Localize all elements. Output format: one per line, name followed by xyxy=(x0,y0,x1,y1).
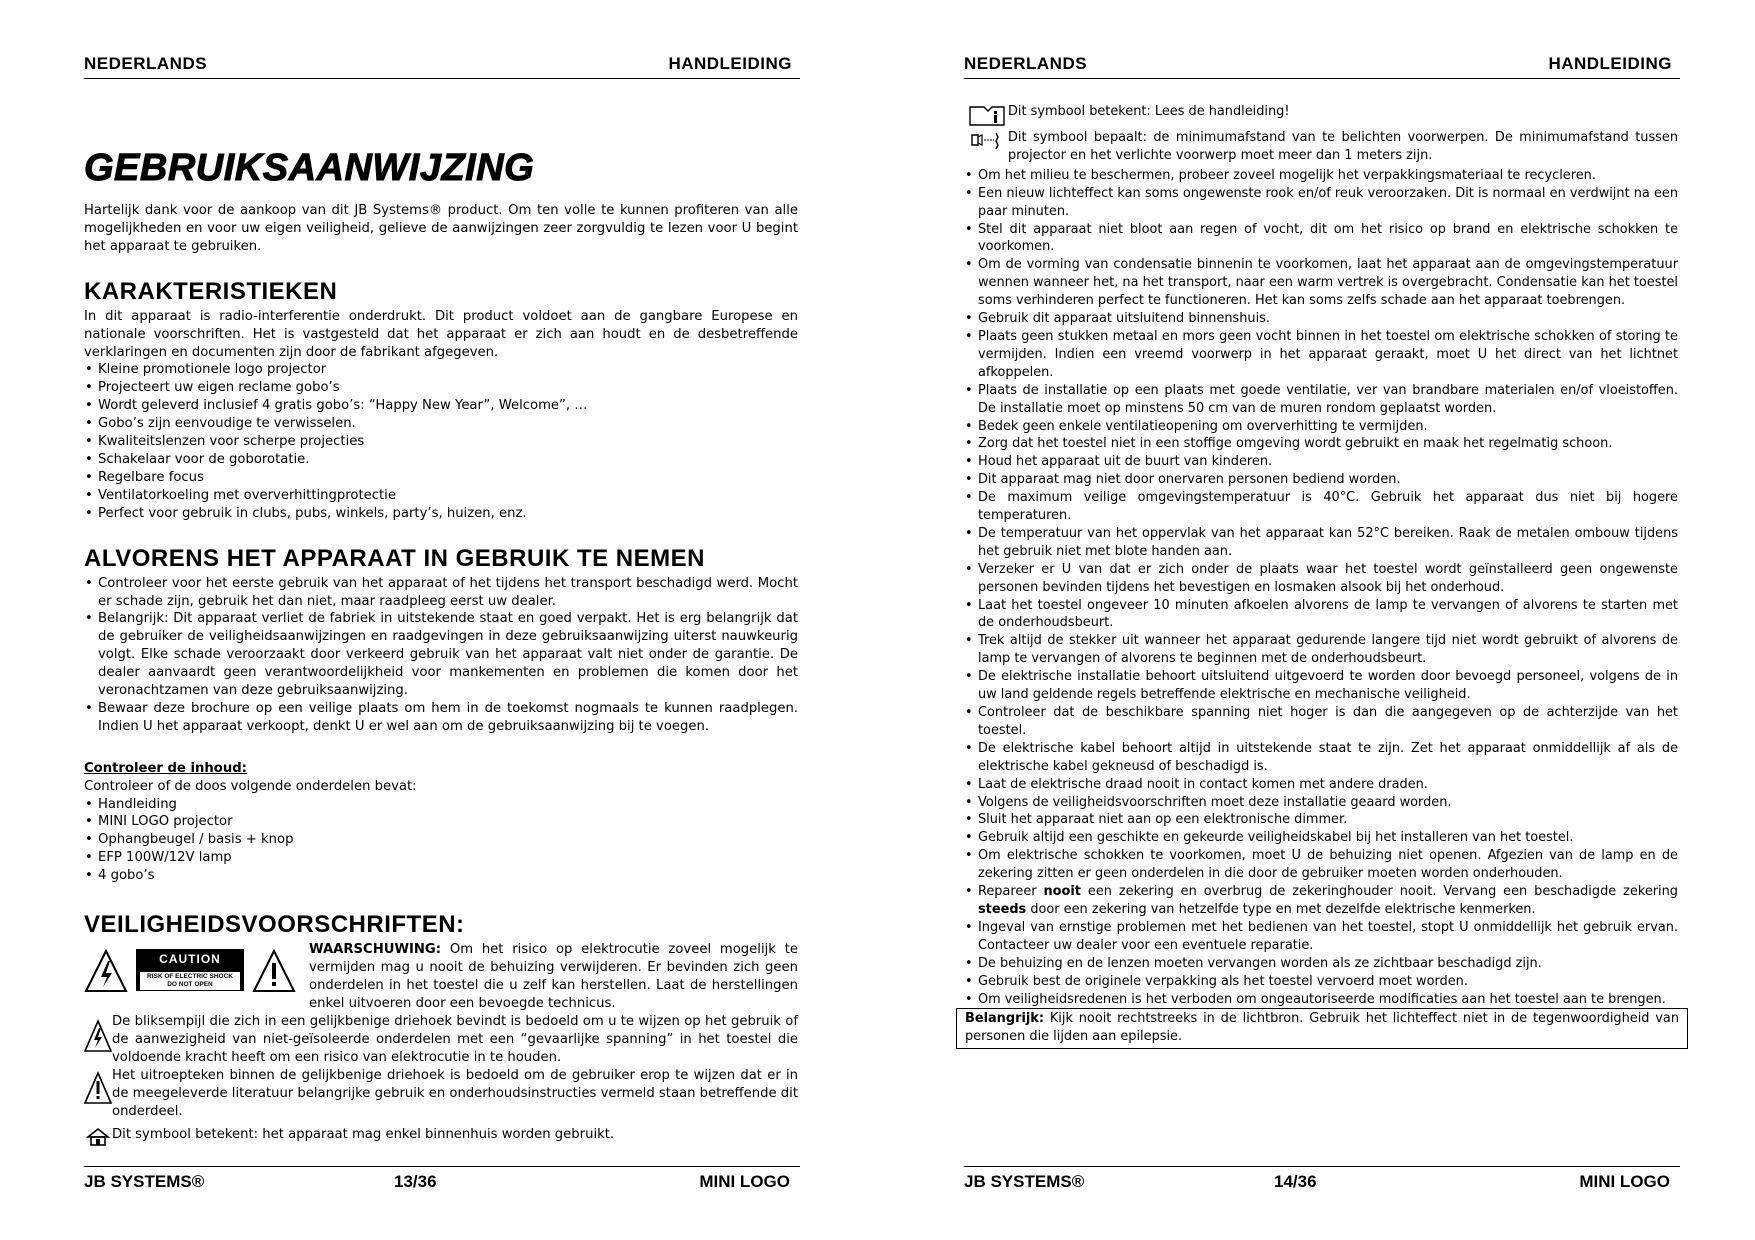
footer-page-number: 13/36 xyxy=(394,1172,437,1191)
manual-symbol-row xyxy=(964,103,1678,127)
list-item: • Ingeval van ernstige problemen met het bedienen van het toestel, stopt U onmiddellijk het gebruik ervan. Contacteer uw dealer voor een eventuele reparatie. xyxy=(964,919,1678,955)
indoor-explanation xyxy=(84,1126,798,1148)
important-text: Kijk nooit rechtstreeks in de lichtbron. Gebruik het lichteffect niet in de tegenwoordigheid van personen die lijden aan epilepsie. xyxy=(965,1011,1679,1045)
list-item: • Gobo’s zijn eenvoudige te verwisselen. xyxy=(84,415,798,433)
footer-rule xyxy=(84,1166,800,1167)
list-item: • Zorg dat het toestel niet in een stoffige omgeving wordt gebruikt en maak het regelmatig schoon. xyxy=(964,435,1678,453)
contents-list xyxy=(84,796,798,886)
list-item: • Stel dit apparaat niet bloot aan regen of vocht, dit om het risico op brand en elektrische schokken te voorkomen. xyxy=(964,221,1678,257)
left-page xyxy=(84,0,804,1240)
before-use-list xyxy=(84,575,798,736)
min-distance-icon xyxy=(964,129,1008,153)
important-notice xyxy=(956,1008,1688,1049)
list-item: • Dit apparaat mag niet door onervaren personen bediend worden. xyxy=(964,471,1678,489)
before-use-heading: ALVORENS HET APPARAAT IN GEBRUIK TE NEMEN xyxy=(84,544,705,572)
footer-brand: JB SYSTEMS® xyxy=(964,1172,1085,1191)
lightning-warning-icon xyxy=(84,949,128,995)
intro-paragraph: Hartelijk dank voor de aankoop van dit JB Systems® product. Om ten volle te kunnen profiteren van alle mogelijkheden en voor uw eigen veiligheid, gelieve de aanwijzingen zeer zorgvuldig te lezen voor U begint het apparaat te gebruiken. xyxy=(84,203,798,254)
contents-heading: Controleer de inhoud: xyxy=(84,760,247,776)
exclamation-warning-icon xyxy=(252,949,296,995)
list-item: • Om de vorming van condensatie binnenin te voorkomen, laat het apparaat aan de omgevingstemperatuur wennen wanneer het, na het transport, naar een warm vertrek is overgebracht. Condensatie kan het toestel soms verhinderen perfect te functioneren. Het kan soms zelfs schade aan het apparaat toebrengen. xyxy=(964,256,1678,310)
list-item: • Trek altijd de stekker uit wanneer het apparaat gedurende langere tijd niet wordt gebruikt of alvorens de lamp te vervangen of alvorens te beginnen met de onderhoudsbeurt. xyxy=(964,632,1678,668)
list-item: • Projecteert uw eigen reclame gobo’s xyxy=(84,379,798,397)
distance-symbol-row xyxy=(964,129,1678,165)
list-item: • Laat het toestel ongeveer 10 minuten afkoelen alvorens de lamp te vervangen of alvorens te starten met de onderhoudsbeurt. xyxy=(964,597,1678,633)
header-rule xyxy=(84,78,800,79)
exclamation-text: Het uitroepteken binnen de gelijkbenige driehoek is bedoeld om de gebruiker erop te wijzen dat er in de meegeleverde literatuur belangrijke gebruik en onderhoudsinstructies vermeld staan betreffende dit onderdeel. xyxy=(112,1067,798,1119)
header-doc-type: HANDLEIDING xyxy=(668,54,792,73)
indoor-use-icon xyxy=(84,1126,112,1148)
list-item: • Gebruik altijd een geschikte en gekeurde veiligheidskabel bij het installeren van het toestel. xyxy=(964,829,1678,847)
list-item: • Een nieuw lichteffect kan soms ongewenste rook en/of reuk veroorzaken. Dit is normaal en verdwijnt na een paar minuten. xyxy=(964,185,1678,221)
list-item: • Handleiding xyxy=(84,796,798,814)
header-language: NEDERLANDS xyxy=(964,54,1088,73)
right-body xyxy=(964,103,1678,1049)
list-item: • De elektrische kabel behoort altijd in uitstekende staat te zijn. Zet het apparaat onmiddellijk af als de elektrische kabel gekneusd of beschadigd is. xyxy=(964,740,1678,776)
list-item: • Schakelaar voor de goborotatie. xyxy=(84,451,798,469)
list-item: • De temperatuur van het oppervlak van het apparaat kan 52°C bereiken. Raak de metalen ombouw tijdens het gebruik niet met blote handen aan. xyxy=(964,525,1678,561)
important-label: Belangrijk: xyxy=(965,1011,1045,1027)
list-item: • Houd het apparaat uit de buurt van kinderen. xyxy=(964,453,1678,471)
list-item: • Gebruik best de originele verpakking als het toestel vervoerd moet worden. xyxy=(964,973,1678,991)
lightning-text: De bliksempijl die zich in een gelijkbenige driehoek bevindt is bedoeld om u te wijzen op het gebruik of de aanwezigheid van niet-geïsoleerde onderdelen met een “gevaarlijke spanning” in het toestel die voldoende kracht heeft om een risico van elektrocutie in te houden. xyxy=(112,1013,798,1065)
list-item: • Ventilatorkoeling met oververhittingprotectie xyxy=(84,487,798,505)
page-title: GEBRUIKSAANWIJZING xyxy=(84,147,535,189)
caution-subtext xyxy=(140,972,240,990)
features-paragraph: In dit apparaat is radio-interferentie onderdrukt. Dit product voldoet aan de gangbare Europese en nationale voorschriften. Het is vastgesteld dat het apparaat er zich aan houdt en de desbetreffende verklaringen en documenten zijn door de fabrikant afgegeven. xyxy=(84,308,798,360)
list-item: • Controleer dat de beschikbare spanning niet hoger is dan die aangegeven op de achterzijde van het toestel. xyxy=(964,704,1678,740)
list-item: • Wordt geleverd inclusief 4 gratis gobo’s: “Happy New Year”, Welcome”, … xyxy=(84,397,798,415)
repair-text: een zekering en overbrug de zekeringhouder nooit. Vervang een beschadigde zekering xyxy=(1080,884,1678,900)
features-heading: KARAKTERISTIEKEN xyxy=(84,277,338,305)
indoor-text: Dit symbool betekent: het apparaat mag enkel binnenhuis worden gebruikt. xyxy=(112,1127,615,1143)
list-item: • Verzeker er U van dat er zich onder de plaats waar het toestel wordt geïnstalleerd geen ongewenste personen bevinden tijdens het bevestigen en losmaken alsook bij het onderhoud. xyxy=(964,561,1678,597)
list-item: • 4 gobo’s xyxy=(84,867,798,885)
page-header xyxy=(964,54,1680,74)
caution-sub-line: RISK OF ELECTRIC SHOCK xyxy=(147,973,233,980)
repair-text: door een zekering van hetzelfde type en met dezelfde elektrische kenmerken. xyxy=(1026,901,1536,917)
list-item: • Kwaliteitslenzen voor scherpe projecties xyxy=(84,433,798,451)
list-item: • EFP 100W/12V lamp xyxy=(84,849,798,867)
list-item: • Ophangbeugel / basis + knop xyxy=(84,831,798,849)
lightning-triangle-icon xyxy=(84,1017,112,1067)
list-item: • Belangrijk: Dit apparaat verliet de fabriek in uitstekende staat en goed verpakt. Het is erg belangrijk dat de gebruiker de veiligheidsaanwijzingen en raadgevingen in deze gebruiksaanwijzing uiterst nauwkeurig volgt. Elke schade veroorzaakt door verkeerd gebruik van het apparaat valt niet onder de garantie. De dealer aanvaardt geen verantwoordelijkheid voor mankementen en problemen die komen door het veronachtzamen van deze gebruiksaanwijzing. xyxy=(84,610,798,700)
safety-heading: VEILIGHEIDSVOORSCHRIFTEN: xyxy=(84,911,465,939)
list-item: • Laat de elektrische draad nooit in contact komen met andere draden. xyxy=(964,776,1678,794)
safety-list xyxy=(964,167,1678,1009)
list-item xyxy=(964,883,1678,919)
lightning-explanation xyxy=(84,1013,798,1067)
list-item: • De elektrische installatie behoort uitsluitend uitgevoerd te worden door bevoegd personeel, volgens de in uw land geldende regels betreffende elektrische en mechanische veiligheid. xyxy=(964,668,1678,704)
footer-page-number: 14/36 xyxy=(1274,1172,1317,1191)
right-page xyxy=(964,0,1684,1240)
header-doc-type: HANDLEIDING xyxy=(1548,54,1672,73)
list-item: • Perfect voor gebruik in clubs, pubs, winkels, party’s, huizen, enz. xyxy=(84,505,798,523)
list-item: • Om elektrische schokken te voorkomen, moet U de behuizing niet openen. Afgezien van de lamp en de zekering zitten er geen onderdelen in die door de gebruiker moeten worden onderhouden. xyxy=(964,847,1678,883)
page-header xyxy=(84,54,800,74)
footer-product: MINI LOGO xyxy=(1579,1172,1670,1191)
header-language: NEDERLANDS xyxy=(84,54,208,73)
manual-symbol-text: Dit symbool betekent: Lees de handleiding! xyxy=(1008,104,1290,119)
list-item: • Bewaar deze brochure op een veilige plaats om hem in de toekomst nogmaals te kunnen raadplegen. Indien U het apparaat verkoopt, denkt U er wel aan om de gebruiksaanwijzing bij te voegen. xyxy=(84,700,798,736)
footer-rule xyxy=(964,1166,1680,1167)
repair-emphasis: steeds xyxy=(978,901,1027,917)
distance-symbol-text: Dit symbool bepaalt: de minimumafstand van te belichten voorwerpen. De minimumafstand tussen projector en het verlichte voorwerp moet meer dan 1 meters zijn. xyxy=(1008,130,1678,163)
caution-sub-line: DO NOT OPEN xyxy=(167,981,213,988)
left-body xyxy=(84,146,798,1148)
repair-emphasis: nooit xyxy=(1043,884,1081,900)
list-item: • De behuizing en de lenzen moeten vervangen worden als ze zichtbaar beschadigd zijn. xyxy=(964,955,1678,973)
warning-text: Om het risico op elektrocutie zoveel mogelijk te vermijden mag u nooit de behuizing verwijderen. Er bevinden zich geen onderdelen in het toestel die u zelf kan herstellen. Laat de herstellingen enkel uitvoeren door een bevoegde technicus. xyxy=(309,942,798,1011)
header-rule xyxy=(964,78,1680,79)
warning-paragraph xyxy=(309,941,798,1013)
caution-label-group xyxy=(84,947,304,997)
caution-title: CAUTION xyxy=(159,952,221,967)
list-item: • MINI LOGO projector xyxy=(84,813,798,831)
list-item: • Sluit het apparaat niet aan op een elektronische dimmer. xyxy=(964,811,1678,829)
list-item: • Gebruik dit apparaat uitsluitend binnenshuis. xyxy=(964,310,1678,328)
warning-block xyxy=(84,941,798,1013)
warning-label: WAARSCHUWING: xyxy=(309,942,442,958)
list-item: • Kleine promotionele logo projector xyxy=(84,361,798,379)
footer-product: MINI LOGO xyxy=(699,1172,790,1191)
list-item: • Plaats de installatie op een plaats met goede ventilatie, ver van brandbare materialen en/of vloeistoffen. De installatie moet op minstens 50 cm van de muren rondom geplaatst worden. xyxy=(964,382,1678,418)
footer-brand: JB SYSTEMS® xyxy=(84,1172,205,1191)
exclamation-triangle-icon xyxy=(84,1069,112,1119)
contents-intro: Controleer of de doos volgende onderdelen bevat: xyxy=(84,778,417,794)
list-item: • Plaats geen stukken metaal en mors geen vocht binnen in het toestel om elektrische schokken of storing te vermijden. Indien een vreemd voorwerp in het apparaat geraakt, moet U het direct van het lichtnet afkoppelen. xyxy=(964,328,1678,382)
list-item: • Om veiligheidsredenen is het verboden om ongeautoriseerde modificaties aan het toestel aan te brengen. xyxy=(964,991,1678,1009)
exclamation-explanation xyxy=(84,1067,798,1121)
read-manual-icon xyxy=(964,103,1008,127)
repair-text: Repareer xyxy=(978,884,1044,900)
features-list xyxy=(84,361,798,522)
list-item: • Volgens de veiligheidsvoorschriften moet deze installatie geaard worden. xyxy=(964,794,1678,812)
list-item: • Controleer voor het eerste gebruik van het apparaat of het tijdens het transport beschadigd werd. Mocht er schade zijn, gebruik het dan niet, maar raadpleeg eerst uw dealer. xyxy=(84,575,798,611)
list-item: • Bedek geen enkele ventilatieopening om oververhitting te vermijden. xyxy=(964,418,1678,436)
list-item: • Regelbare focus xyxy=(84,469,798,487)
caution-label xyxy=(136,949,244,991)
list-item: • Om het milieu te beschermen, probeer zoveel mogelijk het verpakkingsmateriaal te recycleren. xyxy=(964,167,1678,185)
list-item: • De maximum veilige omgevingstemperatuur is 40°C. Gebruik het apparaat dus niet bij hogere temperaturen. xyxy=(964,489,1678,525)
